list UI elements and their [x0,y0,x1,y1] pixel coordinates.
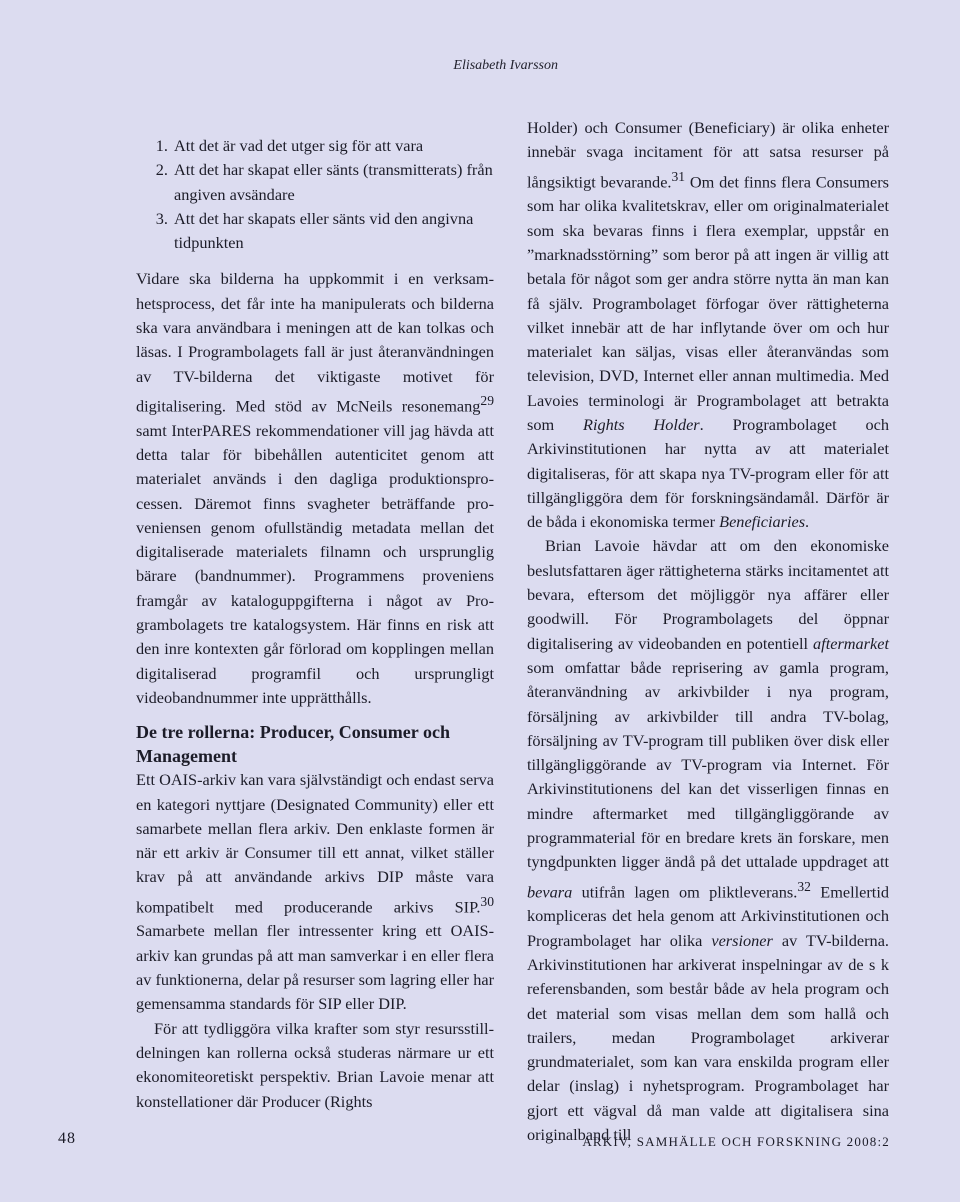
paragraph-rights-holder [527,116,889,534]
italic-term: bevara [527,882,573,902]
text-run: Holder) och Consumer (Beneficiary) är olika enheter innebär svaga incitament för att satsa resurser på långsiktigt bevarande. [527,118,889,192]
text-run: samt InterPARES rekommendationer vill jag hävda att detta talar för bibehållen autenticitet genom att materialet används i den dagliga produktionsprocessen. Däremot finns svagheter beträffande proveniensen genom ofullständig metadata mellan det digitaliserade materialets filnamn och ursprunglig bärare (bandnummer). Programmens proveniens framgår av kataloguppgifterna i något av Programbolagets tre katalogsystem. Här finns en risk att den inre kontexten går förlorad om kopplingen mellan digitaliserad programfil och ursprungligt videobandnummer inte upprätthålls. [136,420,494,707]
running-head-author: Elisabeth Ivarsson [453,58,558,73]
italic-term: Rights Holder [583,414,700,434]
text-run: Brian Lavoie hävdar att om den ekonomiske beslutsfattaren äger rättigheterna stärks incitamentet att bevara, eftersom det möjliggör nya affärer eller goodwill. För Programbolagets del öppnar digitalisering av videobanden en potentiell [527,536,889,653]
footnote-ref-29: 29 [480,392,494,408]
text-run: . [805,512,810,532]
text-run: som omfattar både reprisering av gamla program, återanvändning av arkivbilder i nya program, försäljning av arkivbilder till andra TV-bolag, försäljning av TV-program till publiken över disk eller tillgängliggörande av TV-program via Internet. För Arkivinstitutionens del kan det visserligen finnas en mindre aftermarket med tillgängliggörande av programmaterial för en bredare krets än forskare, men tyngdpunkten ligger ändå på det uttalade uppdraget att [527,657,889,872]
text-run: Vidare ska bilderna ha uppkommit i en verksamhetsprocess, det får inte ha manipulerats och bilderna ska vara användbara i meningen att de kan tolkas och läsas. I Programbolagets fall är just återanvändningen av TV-bilderna det viktigaste motivet för digitalisering. Med stöd av McNeils resonemang [136,269,494,416]
paragraph-authenticity [136,267,494,710]
text-run: Samarbete mellan fler intressenter kring ett OAIS-arkiv kan grundas på att man samverkar i en eller flera av funktionerna, delar på resurser som lagring eller har gemensamma standards för SIP eller DIP. [136,921,494,1014]
list-item: 1. Att det är vad det utger sig för att vara [172,134,494,158]
text-run: Om det finns flera Consumers som har olika kvalitetskrav, eller om originalmaterialet som ska bevaras finns i flera exemplar, uppstår en ”marknadsstörning” som beror på att ingen är villig att betala för något som ger andra större nytta än man kan få själv. Programbolaget förfogar över rättigheterna vilket innebär att de har inflytande över om och hur materialet kan säljas, visas eller återanvändas som television, DVD, Internet eller annan multimedia. Med Lavoies terminologi är Programbolaget att betrakta som [527,172,889,434]
italic-term: Beneficiaries [719,512,806,532]
footnote-ref-30: 30 [480,893,494,909]
paragraph-oais [136,768,494,1016]
journal-footer: ARKIV, SAMHÄLLE OCH FORSKNING 2008:2 [582,1134,890,1149]
italic-term: aftermarket [813,633,889,653]
authenticity-criteria-list [136,134,494,255]
section-heading: De tre rollerna: Producer, Consumer och Management [136,722,450,767]
footnote-ref-31: 31 [671,168,686,184]
page-number: 48 [58,1130,76,1147]
paragraph-economic: För att tydliggöra vilka krafter som styr resursstilldelningen kan rollerna också studeras närmare ur ett ekonomiteoretiskt perspektiv. Brian Lavoie menar att konstellationer där Producer (Rights [136,1018,494,1111]
text-run: utifrån lagen om pliktleverans. [572,882,798,902]
text-run: Ett OAIS-arkiv kan vara självständigt och endast serva en kategori nyttjare (Designated Community) eller ett samarbete mellan flera arkiv. Den enklaste formen är när ett arkiv är Consumer till ett annat, vilket ställer krav på att användande arkivs DIP måste vara kompatibelt med producerande arkivs SIP. [136,770,494,917]
text-run: av TV-bilderna. Arkivinstitutionen har arkiverat inspelningar av de s k referensbanden, som består både av hela program och det material som visas mellan dem som hallå och trailers, medan Programbolaget arkiverar grundmaterialet, som kan vara enskilda program eller delar (inslag) i nyhetsprogram. Programbolaget har gjort ett vägval då man valde att digitalisera sina originalband till [527,930,889,1145]
text-run: Emellertid kompliceras det hela genom att Arkivinstitutionen och Programbolaget har olika [527,882,889,950]
text-run: . Programbolaget och Arkivinstitutionen har nytta av att materialet digitaliseras, för att skapa nya TV-program eller för att tillgängliggöra dem för forskningsändamål. Därför är de båda i ekonomiska termer [527,414,889,532]
list-item: 3. Att det har skapats eller sänts vid den angivna tidpunkten [172,207,494,256]
footnote-ref-32: 32 [797,878,811,894]
right-column [527,116,889,1147]
left-column [136,134,494,1114]
paragraph-lavoie [527,534,889,1147]
italic-term: versioner [711,930,773,950]
list-item: 2. Att det har skapat eller sänts (transmitterats) från angiven avsändare [172,158,494,207]
